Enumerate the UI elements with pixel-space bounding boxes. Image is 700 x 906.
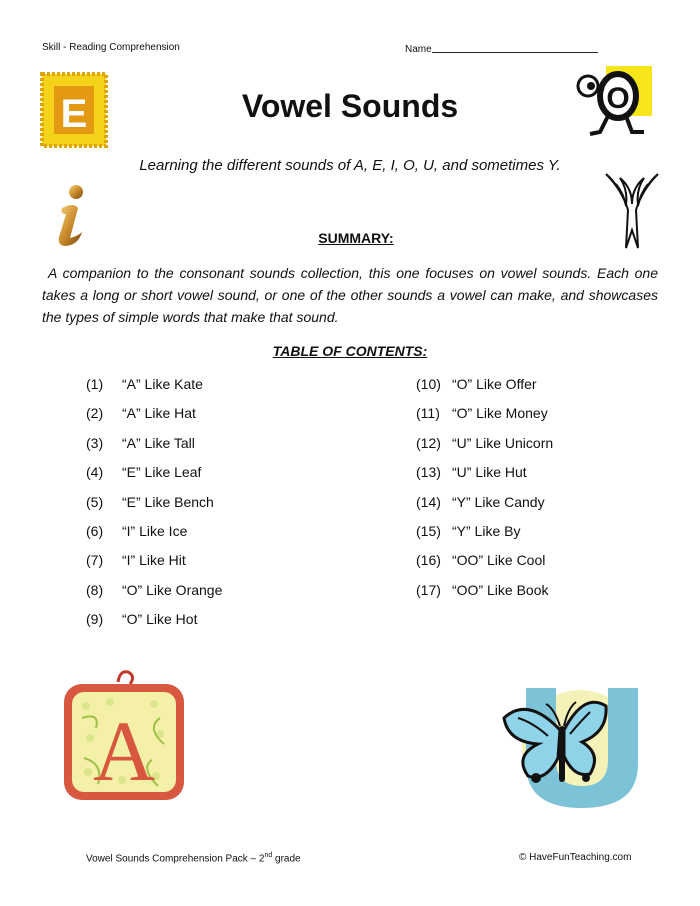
toc-item-number: (12) (416, 434, 441, 451)
toc-right-column (416, 375, 553, 610)
page-title: Vowel Sounds (241, 88, 459, 124)
toc-item (86, 463, 222, 492)
toc-item-number: (3) (86, 434, 104, 451)
footer-pack-prefix: Vowel Sounds Comprehension Pack – 2 (86, 853, 265, 865)
footer-pack-label (86, 852, 301, 864)
letter-e-text: E (60, 92, 88, 136)
toc-item (416, 404, 553, 433)
toc-item-label: “E” Like Leaf (122, 464, 202, 481)
toc-item-number: (6) (86, 522, 104, 539)
footer-copyright: © HaveFunTeaching.com (519, 852, 632, 863)
letter-a-icon (60, 668, 188, 804)
page-subtitle: Learning the different sounds of A, E, I, O, U, and sometimes Y. (139, 157, 561, 174)
toc-item-label: “O” Like Money (452, 405, 548, 422)
toc-left-column (86, 375, 222, 640)
toc-item-number: (10) (416, 376, 441, 392)
toc-item-label: “U” Like Unicorn (452, 434, 554, 451)
toc-item-number: (8) (86, 581, 104, 598)
toc-item (86, 434, 222, 463)
toc-item-label: “OO” Like Cool (452, 552, 546, 569)
toc-item-label: “A” Like Kate (122, 376, 203, 392)
toc-item-label: “Y” Like Candy (452, 493, 545, 510)
toc-item-number: (11) (416, 405, 440, 422)
toc-item (86, 375, 222, 404)
toc-item-number: (7) (86, 552, 104, 569)
toc-item (416, 522, 553, 551)
toc-item-number: (13) (416, 464, 441, 481)
toc-item (86, 493, 222, 522)
toc-item-label: “O” Like Offer (452, 376, 537, 392)
skill-label: Skill - Reading Comprehension (42, 42, 180, 53)
toc-item-label: “A” Like Hat (122, 405, 196, 422)
toc-item-number: (9) (86, 611, 104, 628)
letter-u-text: U (498, 678, 499, 679)
toc-item (86, 610, 222, 639)
toc-item-label: “E” Like Bench (122, 493, 214, 510)
toc-item (416, 463, 553, 492)
toc-item-label: “I” Like Hit (122, 552, 186, 569)
toc-item-label: “Y” Like By (452, 522, 521, 539)
toc-item (86, 581, 222, 610)
footer-pack-suffix: grade (272, 853, 301, 865)
toc-item (86, 522, 222, 551)
toc-item-label: “I” Like Ice (122, 522, 188, 539)
toc-item-number: (5) (86, 493, 104, 510)
toc-item-number: (2) (86, 405, 104, 422)
toc-item-number: (14) (416, 493, 441, 510)
toc-item-label: “O” Like Hot (122, 611, 198, 628)
name-line (432, 42, 598, 53)
toc-item (86, 404, 222, 433)
toc-item (86, 551, 222, 580)
footer-pack-sup: nd (264, 852, 273, 859)
toc-item (416, 375, 553, 404)
letter-o-text: O (606, 82, 630, 115)
summary-text: A companion to the consonant sounds collection, this one focuses on vowel sounds. Each one takes a long or short vowel sound, or one of the other sounds a vowel can make, and showcases the types of simple words that make that sound. (42, 265, 658, 325)
toc-item (416, 493, 553, 522)
summary-heading: SUMMARY: (318, 230, 394, 246)
letter-u-icon (498, 678, 648, 814)
letter-i-text: i (48, 182, 49, 183)
toc-item-number: (17) (416, 581, 441, 598)
toc-item-number: (4) (86, 464, 104, 481)
toc-item (416, 581, 553, 610)
toc-item-label: “A” Like Tall (122, 434, 195, 451)
toc-item (416, 551, 553, 580)
name-field (405, 42, 598, 55)
toc-item-label: “U” Like Hut (452, 464, 527, 481)
toc-heading: TABLE OF CONTENTS: (272, 343, 428, 359)
toc-item-number: (1) (86, 376, 104, 392)
toc-item (416, 434, 553, 463)
name-label: Name (405, 44, 432, 55)
toc-item-label: “OO” Like Book (452, 581, 549, 598)
toc-item-label: “O” Like Orange (122, 581, 223, 598)
letter-a-text: A (92, 703, 156, 799)
toc-item-number: (16) (416, 552, 441, 569)
toc-item-number: (15) (416, 522, 441, 539)
